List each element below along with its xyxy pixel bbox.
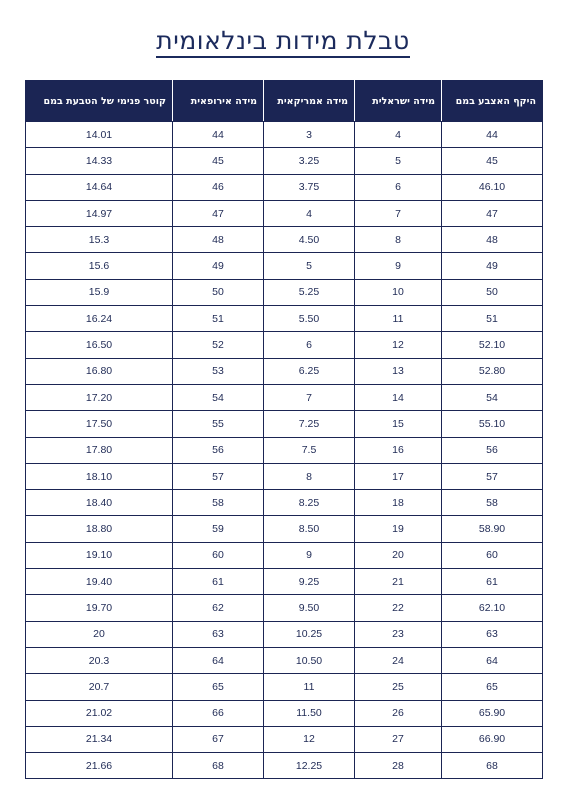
cell-inner-diameter: 20 [26, 621, 173, 647]
table-row [26, 253, 543, 279]
cell-israeli-size: 7 [355, 200, 442, 226]
cell-european-size: 45 [173, 148, 264, 174]
cell-finger-circumference: 66.90 [442, 726, 543, 752]
cell-israeli-size: 22 [355, 595, 442, 621]
cell-american-size: 4 [264, 200, 355, 226]
cell-european-size: 61 [173, 569, 264, 595]
cell-european-size: 51 [173, 306, 264, 332]
cell-european-size: 48 [173, 227, 264, 253]
cell-finger-circumference: 63 [442, 621, 543, 647]
cell-israeli-size: 9 [355, 253, 442, 279]
cell-israeli-size: 17 [355, 463, 442, 489]
cell-israeli-size: 18 [355, 490, 442, 516]
cell-inner-diameter: 15.6 [26, 253, 173, 279]
table-row [26, 674, 543, 700]
cell-inner-diameter: 15.3 [26, 227, 173, 253]
cell-finger-circumference: 46.10 [442, 174, 543, 200]
cell-european-size: 50 [173, 279, 264, 305]
cell-american-size: 5.50 [264, 306, 355, 332]
cell-finger-circumference: 61 [442, 569, 543, 595]
table-row [26, 621, 543, 647]
cell-american-size: 3.25 [264, 148, 355, 174]
table-row [26, 463, 543, 489]
cell-israeli-size: 4 [355, 122, 442, 148]
cell-american-size: 9.25 [264, 569, 355, 595]
cell-american-size: 8.50 [264, 516, 355, 542]
cell-european-size: 53 [173, 358, 264, 384]
table-row [26, 227, 543, 253]
cell-israeli-size: 15 [355, 411, 442, 437]
table-row [26, 384, 543, 410]
cell-european-size: 67 [173, 726, 264, 752]
cell-finger-circumference: 65.90 [442, 700, 543, 726]
cell-american-size: 4.50 [264, 227, 355, 253]
table-row [26, 122, 543, 148]
cell-american-size: 7 [264, 384, 355, 410]
cell-inner-diameter: 14.33 [26, 148, 173, 174]
cell-israeli-size: 19 [355, 516, 442, 542]
cell-israeli-size: 28 [355, 753, 442, 779]
cell-american-size: 3 [264, 122, 355, 148]
cell-inner-diameter: 19.10 [26, 542, 173, 568]
table-row [26, 647, 543, 673]
cell-inner-diameter: 16.24 [26, 306, 173, 332]
cell-inner-diameter: 21.02 [26, 700, 173, 726]
cell-american-size: 8 [264, 463, 355, 489]
page-title-text: טבלת מידות בינלאומית [156, 26, 409, 58]
cell-american-size: 9 [264, 542, 355, 568]
cell-american-size: 9.50 [264, 595, 355, 621]
cell-israeli-size: 12 [355, 332, 442, 358]
cell-israeli-size: 16 [355, 437, 442, 463]
table-row [26, 490, 543, 516]
table-row [26, 753, 543, 779]
cell-european-size: 54 [173, 384, 264, 410]
table-row [26, 516, 543, 542]
cell-american-size: 3.75 [264, 174, 355, 200]
cell-israeli-size: 23 [355, 621, 442, 647]
cell-american-size: 8.25 [264, 490, 355, 516]
cell-european-size: 49 [173, 253, 264, 279]
table-row [26, 542, 543, 568]
cell-inner-diameter: 21.66 [26, 753, 173, 779]
cell-finger-circumference: 44 [442, 122, 543, 148]
cell-european-size: 65 [173, 674, 264, 700]
cell-american-size: 12 [264, 726, 355, 752]
cell-finger-circumference: 68 [442, 753, 543, 779]
column-header-american-size: מידה אמריקאית [264, 81, 355, 122]
cell-inner-diameter: 19.40 [26, 569, 173, 595]
cell-american-size: 11.50 [264, 700, 355, 726]
cell-american-size: 5 [264, 253, 355, 279]
cell-israeli-size: 24 [355, 647, 442, 673]
cell-finger-circumference: 48 [442, 227, 543, 253]
cell-european-size: 56 [173, 437, 264, 463]
column-header-inner-diameter: קוטר פנימי של הטבעת במם [26, 81, 173, 122]
column-header-european-size: מידה אירופאית [173, 81, 264, 122]
cell-inner-diameter: 20.7 [26, 674, 173, 700]
cell-european-size: 66 [173, 700, 264, 726]
cell-finger-circumference: 58.90 [442, 516, 543, 542]
cell-finger-circumference: 52.10 [442, 332, 543, 358]
table-row [26, 148, 543, 174]
cell-inner-diameter: 14.97 [26, 200, 173, 226]
cell-inner-diameter: 17.20 [26, 384, 173, 410]
cell-european-size: 57 [173, 463, 264, 489]
cell-american-size: 7.5 [264, 437, 355, 463]
cell-inner-diameter: 16.50 [26, 332, 173, 358]
cell-finger-circumference: 64 [442, 647, 543, 673]
table-row [26, 358, 543, 384]
cell-finger-circumference: 65 [442, 674, 543, 700]
cell-european-size: 44 [173, 122, 264, 148]
cell-finger-circumference: 52.80 [442, 358, 543, 384]
cell-american-size: 11 [264, 674, 355, 700]
cell-finger-circumference: 58 [442, 490, 543, 516]
cell-european-size: 47 [173, 200, 264, 226]
cell-inner-diameter: 17.80 [26, 437, 173, 463]
cell-finger-circumference: 57 [442, 463, 543, 489]
cell-israeli-size: 8 [355, 227, 442, 253]
cell-finger-circumference: 54 [442, 384, 543, 410]
cell-european-size: 68 [173, 753, 264, 779]
cell-inner-diameter: 18.10 [26, 463, 173, 489]
table-row [26, 174, 543, 200]
cell-inner-diameter: 20.3 [26, 647, 173, 673]
cell-israeli-size: 6 [355, 174, 442, 200]
cell-finger-circumference: 60 [442, 542, 543, 568]
table-body [26, 122, 543, 779]
cell-inner-diameter: 16.80 [26, 358, 173, 384]
cell-american-size: 5.25 [264, 279, 355, 305]
cell-finger-circumference: 45 [442, 148, 543, 174]
table-row [26, 411, 543, 437]
cell-european-size: 60 [173, 542, 264, 568]
column-header-israeli-size: מידה ישראלית [355, 81, 442, 122]
cell-israeli-size: 21 [355, 569, 442, 595]
cell-american-size: 10.25 [264, 621, 355, 647]
cell-american-size: 7.25 [264, 411, 355, 437]
cell-finger-circumference: 47 [442, 200, 543, 226]
cell-european-size: 52 [173, 332, 264, 358]
cell-israeli-size: 25 [355, 674, 442, 700]
cell-israeli-size: 14 [355, 384, 442, 410]
table-row [26, 306, 543, 332]
cell-finger-circumference: 55.10 [442, 411, 543, 437]
table-row [26, 726, 543, 752]
cell-israeli-size: 5 [355, 148, 442, 174]
cell-european-size: 46 [173, 174, 264, 200]
cell-finger-circumference: 49 [442, 253, 543, 279]
cell-israeli-size: 26 [355, 700, 442, 726]
cell-inner-diameter: 17.50 [26, 411, 173, 437]
cell-inner-diameter: 21.34 [26, 726, 173, 752]
cell-european-size: 62 [173, 595, 264, 621]
table-row [26, 279, 543, 305]
cell-finger-circumference: 62.10 [442, 595, 543, 621]
cell-inner-diameter: 14.01 [26, 122, 173, 148]
cell-european-size: 55 [173, 411, 264, 437]
cell-american-size: 6.25 [264, 358, 355, 384]
table-row [26, 595, 543, 621]
cell-finger-circumference: 51 [442, 306, 543, 332]
table-row [26, 437, 543, 463]
cell-finger-circumference: 50 [442, 279, 543, 305]
column-header-finger-circumference: היקף האצבע במם [442, 81, 543, 122]
cell-inner-diameter: 19.70 [26, 595, 173, 621]
table-row [26, 332, 543, 358]
cell-israeli-size: 27 [355, 726, 442, 752]
cell-israeli-size: 11 [355, 306, 442, 332]
cell-israeli-size: 13 [355, 358, 442, 384]
cell-american-size: 12.25 [264, 753, 355, 779]
cell-finger-circumference: 56 [442, 437, 543, 463]
cell-inner-diameter: 18.80 [26, 516, 173, 542]
cell-inner-diameter: 14.64 [26, 174, 173, 200]
table-row [26, 200, 543, 226]
page-title [0, 26, 566, 55]
table-header-row [26, 81, 543, 122]
cell-american-size: 10.50 [264, 647, 355, 673]
size-chart-table [25, 80, 543, 779]
table-row [26, 700, 543, 726]
cell-israeli-size: 20 [355, 542, 442, 568]
cell-european-size: 59 [173, 516, 264, 542]
cell-european-size: 58 [173, 490, 264, 516]
cell-israeli-size: 10 [355, 279, 442, 305]
table-row [26, 569, 543, 595]
cell-european-size: 64 [173, 647, 264, 673]
cell-inner-diameter: 15.9 [26, 279, 173, 305]
cell-american-size: 6 [264, 332, 355, 358]
cell-inner-diameter: 18.40 [26, 490, 173, 516]
cell-european-size: 63 [173, 621, 264, 647]
